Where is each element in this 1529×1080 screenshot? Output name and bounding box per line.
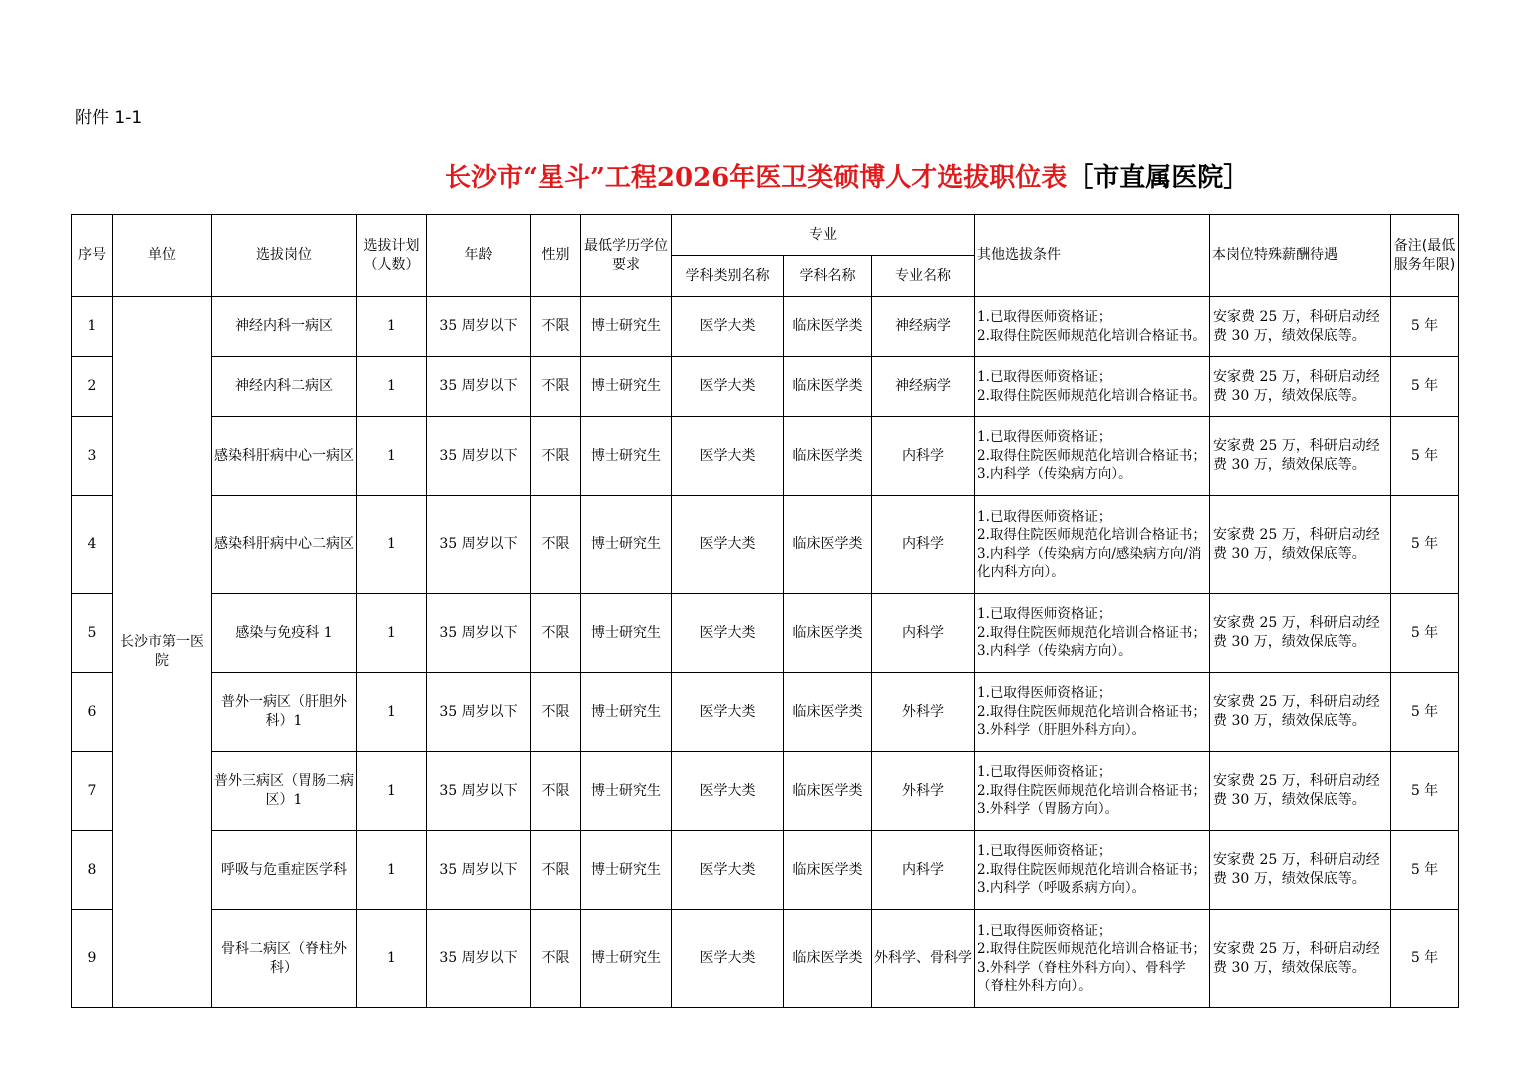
- table-row: [72, 594, 1459, 673]
- cell-subject: 临床医学类: [784, 496, 872, 594]
- cell-major: 内科学: [872, 417, 975, 496]
- cell-major: 神经病学: [872, 297, 975, 357]
- cell-remark: 5 年: [1391, 831, 1459, 910]
- cell-age: 35 周岁以下: [427, 673, 531, 752]
- condition-line: 1.已取得医师资格证；: [977, 764, 1112, 781]
- cell-category: 医学大类: [672, 910, 784, 1008]
- cell-plan: 1: [357, 297, 427, 357]
- cell-edu: 博士研究生: [581, 417, 672, 496]
- cell-position: 神经内科一病区: [212, 297, 357, 357]
- header-major: 专业: [672, 215, 975, 256]
- cell-gender: 不限: [531, 496, 581, 594]
- cell-position: 感染科肝病中心一病区: [212, 417, 357, 496]
- cell-gender: 不限: [531, 831, 581, 910]
- cell-age: 35 周岁以下: [427, 831, 531, 910]
- condition-line: 2.取得住院医师规范化培训合格证书；: [977, 703, 1206, 720]
- cell-age: 35 周岁以下: [427, 357, 531, 417]
- condition-line: 1.已取得医师资格证；: [977, 369, 1112, 385]
- cell-seq: 8: [72, 831, 113, 910]
- header-plan: 选拔计划（人数）: [357, 215, 427, 297]
- header-gender: 性别: [531, 215, 581, 297]
- cell-salary: 安家费 25 万，科研启动经费 30 万，绩效保底等。: [1210, 357, 1391, 417]
- cell-category: 医学大类: [672, 496, 784, 594]
- cell-salary: 安家费 25 万，科研启动经费 30 万，绩效保底等。: [1210, 752, 1391, 831]
- positions-table: [71, 214, 1459, 1008]
- cell-remark: 5 年: [1391, 417, 1459, 496]
- table-row: [72, 297, 1459, 357]
- cell-age: 35 周岁以下: [427, 417, 531, 496]
- condition-line: 1.已取得医师资格证；: [977, 922, 1112, 939]
- cell-subject: 临床医学类: [784, 831, 872, 910]
- cell-remark: 5 年: [1391, 357, 1459, 417]
- cell-gender: 不限: [531, 752, 581, 831]
- cell-gender: 不限: [531, 297, 581, 357]
- cell-conditions: [975, 357, 1210, 417]
- table-row: [72, 357, 1459, 417]
- condition-line: 2.取得住院医师规范化培训合格证书；: [977, 941, 1206, 957]
- cell-position: 骨科二病区（脊柱外科）: [212, 910, 357, 1008]
- cell-edu: 博士研究生: [581, 910, 672, 1008]
- cell-remark: 5 年: [1391, 297, 1459, 357]
- cell-salary: 安家费 25 万，科研启动经费 30 万，绩效保底等。: [1210, 297, 1391, 357]
- cell-salary: 安家费 25 万，科研启动经费 30 万，绩效保底等。: [1210, 673, 1391, 752]
- cell-remark: 5 年: [1391, 910, 1459, 1008]
- cell-category: 医学大类: [672, 752, 784, 831]
- table-row: [72, 496, 1459, 594]
- cell-conditions: [975, 297, 1210, 357]
- condition-line: 3.外科学（脊柱外科方向）、骨科学（脊柱外科方向）。: [977, 959, 1186, 994]
- header-conditions: 其他选拔条件: [975, 215, 1210, 297]
- cell-major: 外科学、骨科学: [872, 910, 975, 1008]
- cell-gender: 不限: [531, 673, 581, 752]
- condition-line: 1.已取得医师资格证；: [977, 843, 1112, 860]
- cell-seq: 5: [72, 594, 113, 673]
- cell-gender: 不限: [531, 910, 581, 1008]
- header-edu: 最低学历学位要求: [581, 215, 672, 297]
- cell-position: 感染科肝病中心二病区: [212, 496, 357, 594]
- title-main: 长沙市“星斗”工程2026年医卫类硕博人才选拔职位表: [445, 163, 1068, 193]
- condition-line: 2.取得住院医师规范化培训合格证书；: [977, 527, 1206, 543]
- condition-line: 3.内科学（传染病方向/感染病方向/消化内科方向）。: [977, 545, 1202, 580]
- cell-edu: 博士研究生: [581, 673, 672, 752]
- cell-conditions: [975, 752, 1210, 831]
- cell-salary: 安家费 25 万，科研启动经费 30 万，绩效保底等。: [1210, 831, 1391, 910]
- cell-category: 医学大类: [672, 673, 784, 752]
- condition-line: 3.内科学（传染病方向）。: [977, 466, 1132, 483]
- cell-edu: 博士研究生: [581, 594, 672, 673]
- table-row: [72, 417, 1459, 496]
- condition-line: 3.外科学（胃肠方向）。: [977, 801, 1119, 818]
- cell-major: 内科学: [872, 831, 975, 910]
- cell-plan: 1: [357, 673, 427, 752]
- cell-position: 呼吸与危重症医学科: [212, 831, 357, 910]
- condition-line: 2.取得住院医师规范化培训合格证书；: [977, 624, 1206, 641]
- cell-subject: 临床医学类: [784, 752, 872, 831]
- cell-remark: 5 年: [1391, 752, 1459, 831]
- cell-plan: 1: [357, 594, 427, 673]
- cell-category: 医学大类: [672, 357, 784, 417]
- condition-line: 1.已取得医师资格证；: [977, 429, 1112, 446]
- cell-seq: 4: [72, 496, 113, 594]
- condition-line: 3.内科学（传染病方向）。: [977, 643, 1132, 660]
- header-salary: 本岗位特殊薪酬待遇: [1210, 215, 1391, 297]
- cell-category: 医学大类: [672, 297, 784, 357]
- page-title: [445, 157, 1249, 194]
- cell-age: 35 周岁以下: [427, 752, 531, 831]
- attachment-label: 附件 1-1: [75, 108, 143, 128]
- cell-age: 35 周岁以下: [427, 297, 531, 357]
- table-row: [72, 831, 1459, 910]
- cell-conditions: [975, 417, 1210, 496]
- condition-line: 2.取得住院医师规范化培训合格证书；: [977, 861, 1206, 878]
- cell-subject: 临床医学类: [784, 297, 872, 357]
- cell-subject: 临床医学类: [784, 357, 872, 417]
- header-major-name: 专业名称: [872, 256, 975, 297]
- cell-position: 普外三病区（胃肠二病区）1: [212, 752, 357, 831]
- condition-line: 3.外科学（肝胆外科方向）。: [977, 722, 1146, 739]
- cell-position: 感染与免疫科 1: [212, 594, 357, 673]
- cell-edu: 博士研究生: [581, 831, 672, 910]
- cell-plan: 1: [357, 496, 427, 594]
- cell-age: 35 周岁以下: [427, 496, 531, 594]
- condition-line: 1.已取得医师资格证；: [977, 606, 1112, 623]
- cell-unit: 长沙市第一医院: [113, 297, 212, 1008]
- cell-salary: 安家费 25 万，科研启动经费 30 万，绩效保底等。: [1210, 417, 1391, 496]
- cell-seq: 9: [72, 910, 113, 1008]
- cell-seq: 3: [72, 417, 113, 496]
- cell-conditions: [975, 594, 1210, 673]
- table-row: [72, 673, 1459, 752]
- condition-line: 2.取得住院医师规范化培训合格证书；: [977, 447, 1206, 464]
- header-major-subject: 学科名称: [784, 256, 872, 297]
- condition-line: 1.已取得医师资格证；: [977, 508, 1112, 525]
- condition-line: 2.取得住院医师规范化培训合格证书。: [977, 327, 1206, 344]
- condition-line: 3.内科学（呼吸系病方向）。: [977, 880, 1146, 897]
- cell-category: 医学大类: [672, 417, 784, 496]
- cell-plan: 1: [357, 752, 427, 831]
- cell-seq: 1: [72, 297, 113, 357]
- cell-gender: 不限: [531, 594, 581, 673]
- cell-salary: 安家费 25 万，科研启动经费 30 万，绩效保底等。: [1210, 910, 1391, 1008]
- cell-edu: 博士研究生: [581, 752, 672, 831]
- cell-gender: 不限: [531, 357, 581, 417]
- cell-salary: 安家费 25 万，科研启动经费 30 万，绩效保底等。: [1210, 594, 1391, 673]
- cell-conditions: [975, 831, 1210, 910]
- header-unit: 单位: [113, 215, 212, 297]
- cell-remark: 5 年: [1391, 594, 1459, 673]
- cell-plan: 1: [357, 831, 427, 910]
- header-remark: 备注(最低服务年限): [1391, 215, 1459, 297]
- cell-major: 神经病学: [872, 357, 975, 417]
- cell-gender: 不限: [531, 417, 581, 496]
- cell-seq: 7: [72, 752, 113, 831]
- table-row: [72, 910, 1459, 1008]
- condition-line: 2.取得住院医师规范化培训合格证书。: [977, 387, 1206, 404]
- condition-line: 1.已取得医师资格证；: [977, 685, 1112, 702]
- cell-subject: 临床医学类: [784, 910, 872, 1008]
- cell-major: 内科学: [872, 594, 975, 673]
- cell-salary: 安家费 25 万，科研启动经费 30 万，绩效保底等。: [1210, 496, 1391, 594]
- cell-remark: 5 年: [1391, 496, 1459, 594]
- cell-position: 神经内科二病区: [212, 357, 357, 417]
- cell-conditions: [975, 496, 1210, 594]
- header-major-category: 学科类别名称: [672, 256, 784, 297]
- cell-major: 外科学: [872, 752, 975, 831]
- cell-conditions: [975, 673, 1210, 752]
- cell-category: 医学大类: [672, 831, 784, 910]
- cell-age: 35 周岁以下: [427, 910, 531, 1008]
- cell-edu: 博士研究生: [581, 357, 672, 417]
- cell-position: 普外一病区（肝胆外科）1: [212, 673, 357, 752]
- cell-conditions: [975, 910, 1210, 1008]
- cell-major: 内科学: [872, 496, 975, 594]
- condition-line: 1.已取得医师资格证；: [977, 309, 1112, 325]
- table-body: [72, 297, 1459, 1008]
- cell-category: 医学大类: [672, 594, 784, 673]
- cell-plan: 1: [357, 357, 427, 417]
- cell-plan: 1: [357, 910, 427, 1008]
- header-age: 年龄: [427, 215, 531, 297]
- cell-remark: 5 年: [1391, 673, 1459, 752]
- cell-major: 外科学: [872, 673, 975, 752]
- cell-seq: 2: [72, 357, 113, 417]
- condition-line: 2.取得住院医师规范化培训合格证书；: [977, 782, 1206, 799]
- header-seq: 序号: [72, 215, 113, 297]
- cell-age: 35 周岁以下: [427, 594, 531, 673]
- title-sub: ［市直属医院］: [1067, 163, 1250, 193]
- cell-seq: 6: [72, 673, 113, 752]
- header-position: 选拔岗位: [212, 215, 357, 297]
- cell-subject: 临床医学类: [784, 594, 872, 673]
- cell-plan: 1: [357, 417, 427, 496]
- cell-subject: 临床医学类: [784, 673, 872, 752]
- cell-edu: 博士研究生: [581, 297, 672, 357]
- cell-subject: 临床医学类: [784, 417, 872, 496]
- table-row: [72, 752, 1459, 831]
- cell-edu: 博士研究生: [581, 496, 672, 594]
